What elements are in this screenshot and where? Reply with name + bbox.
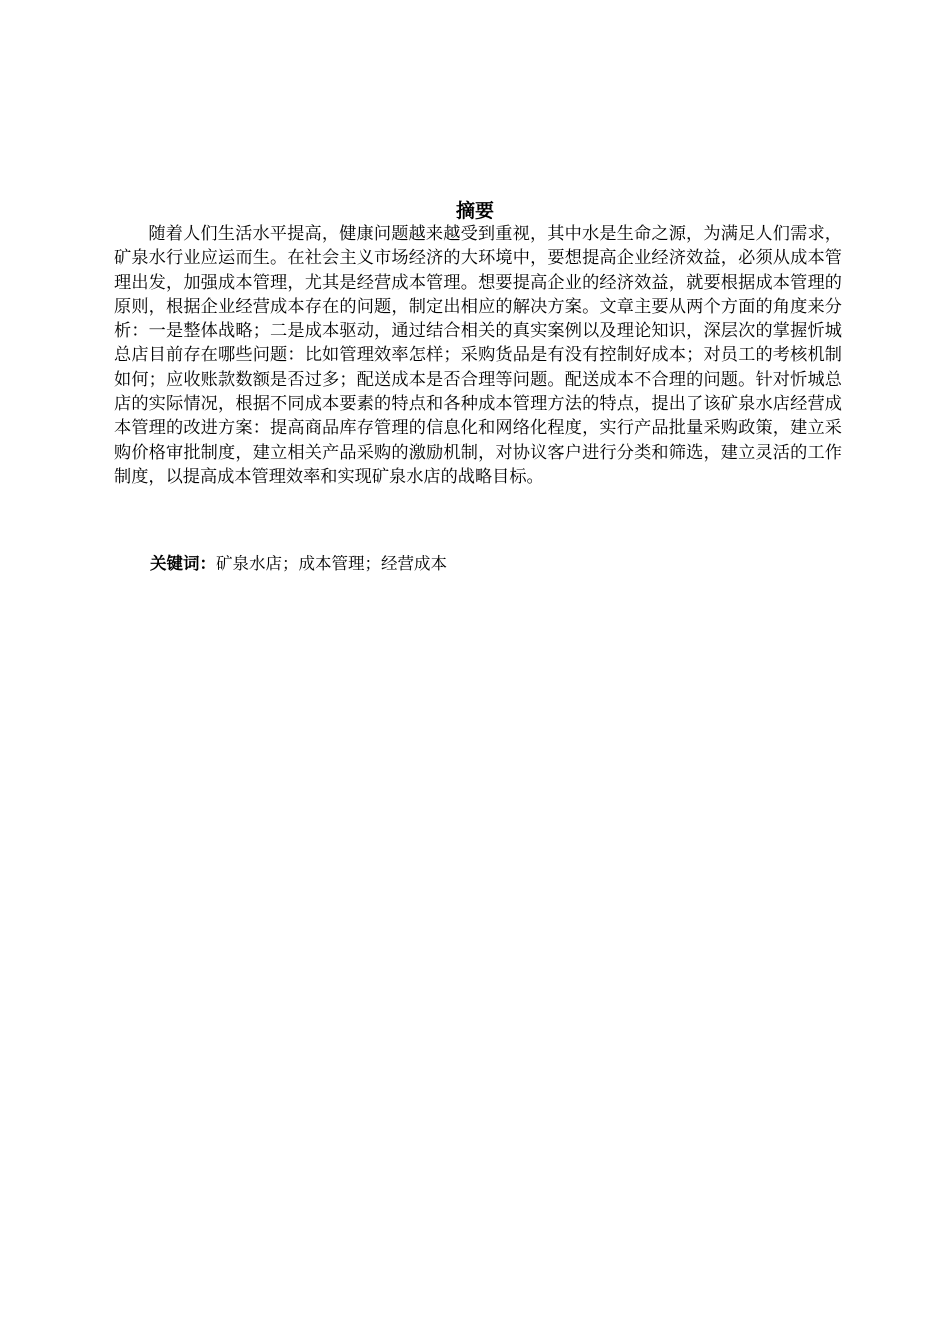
- abstract-paragraph: 随着人们生活水平提高，健康问题越来越受到重视，其中水是生命之源，为满足人们需求，矿泉水行业应运而生。在社会主义市场经济的大环境中，要想提高企业经济效益，必须从成本管理出发，加强成本管理，尤其是经营成本管理。想要提高企业的经济效益，就要根据成本管理的原则，根据企业经营成本存在的问题，制定出相应的解决方案。文章主要从两个方面的角度来分析：一是整体战略；二是成本驱动，通过结合相关的真实案例以及理论知识，深层次的掌握忻城总店目前存在哪些问题：比如管理效率怎样；采购货品是有没有控制好成本；对员工的考核机制如何；应收账款数额是否过多；配送成本是否合理等问题。配送成本不合理的问题。针对忻城总店的实际情况，根据不同成本要素的特点和各种成本管理方法的特点，提出了该矿泉水店经营成本管理的改进方案：提高商品库存管理的信息化和网络化程度，实行产品批量采购政策，建立采购价格审批制度，建立相关产品采购的激励机制，对协议客户进行分类和筛选，建立灵活的工作制度，以提高成本管理效率和实现矿泉水店的战略目标。: [114, 224, 842, 487]
- keywords-line: [150, 552, 850, 576]
- abstract-title: 摘要: [455, 200, 494, 222]
- keywords-value: 矿泉水店；成本管理；经营成本: [216, 554, 447, 573]
- keywords-label: 关键词：: [150, 554, 216, 573]
